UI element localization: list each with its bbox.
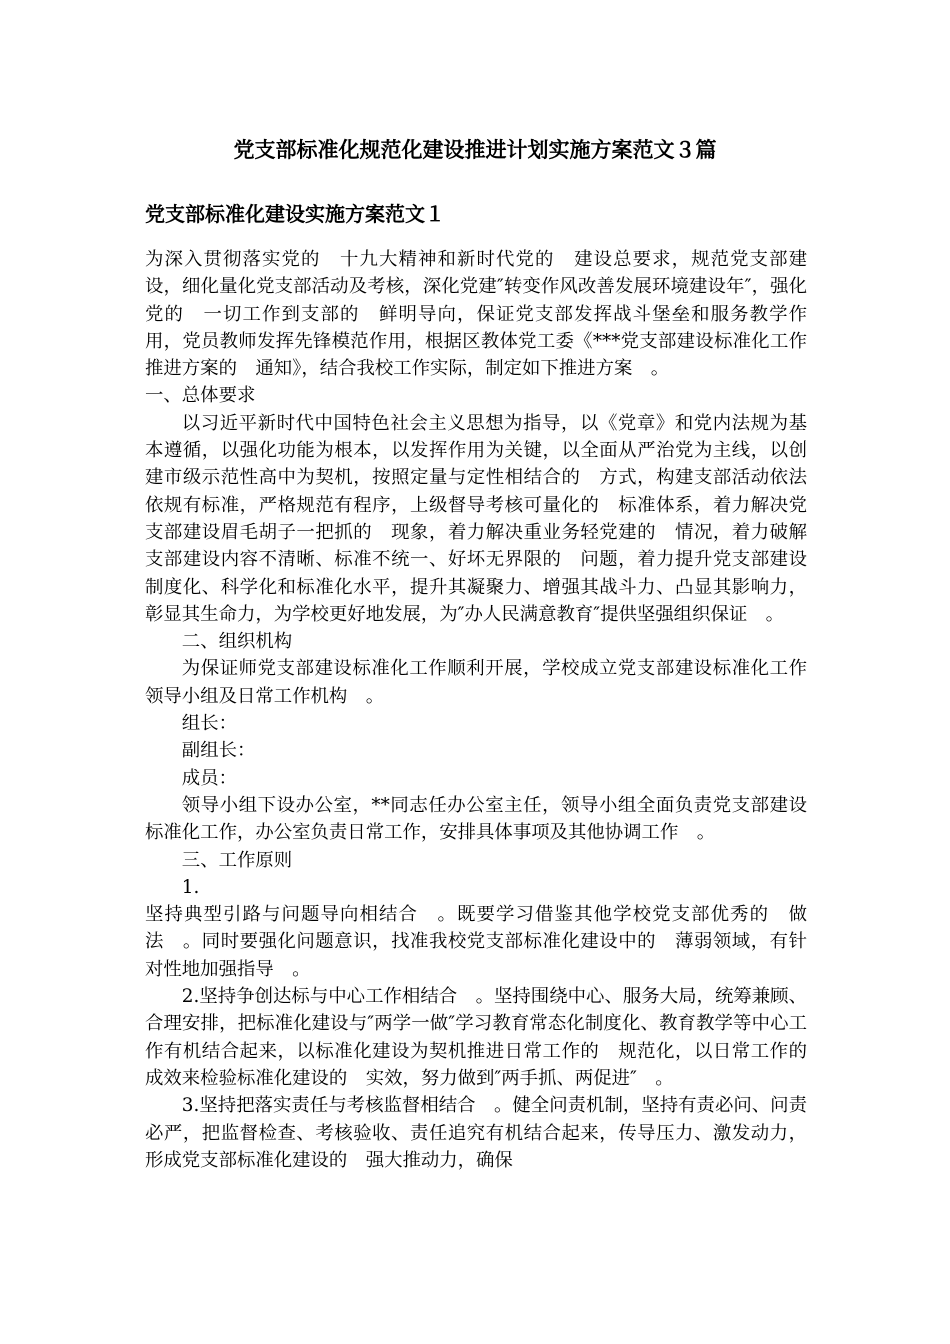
- document-body: [145, 246, 826, 1174]
- paragraph: 3.坚持把落实责任与考核监督相结合 。健全问责机制，坚持有责必问、问责必严，把监督检查、考核验收、责任追究有机结合起来，传导压力、激发动力，形成党支部标准化建设的 强大推动力，确保: [145, 1095, 807, 1171]
- paragraph: 三、工作原则: [181, 849, 293, 871]
- paragraph: 为保证师党支部建设标准化工作顺利开展，学校成立党支部建设标准化工作领导小组及日常工作机构 。: [145, 658, 807, 707]
- paragraph: 领导小组下设办公室，**同志任办公室主任，领导小组全面负责党支部建设标准化工作，办公室负责日常工作，安排具体事项及其他协调工作 。: [145, 794, 807, 844]
- paragraph: 为深入贯彻落实党的 十九大精神和新时代党的 建设总要求，规范党支部建设，细化量化党支部活动及考核，深化党建″转变作风改善发展环境建设年″，强化党的 一切工作到支部的 鲜明导向，保证党支部发挥战斗堡垒和服务教学作用，党员教师发挥先锋模范作用，根据区教体党工委《***党支部建设标准化工作推进方案的 通知》，结合我校工作实际，制定如下推进方案 。: [145, 249, 807, 380]
- paragraph: 成员：: [181, 767, 237, 789]
- paragraph: 副组长：: [181, 740, 256, 762]
- paragraph: 以习近平新时代中国特色社会主义思想为指导，以《党章》和党内法规为基本遵循，以强化功能为根本，以发挥作用为关键，以全面从严治党为主线，以创建市级示范性高中为契机，按照定量与定性相结合的 方式，构建支部活动依法依规有标准，严格规范有程序，上级督导考核可量化的 标准体系，着力解决党支部建设眉毛胡子一把抓的 现象，着力解决重业务轻党建的 情况，着力破解支部建设内容不清晰、标准不统一、好坏无界限的 问题，着力提升党支部建设制度化、科学化和标准化水平，提升其凝聚力、增强其战斗力、凸显其影响力，彰显其生命力，为学校更好地发展，为″办人民满意教育″提供坚强组织保证 。: [145, 412, 807, 625]
- paragraph: 2.坚持争创达标与中心工作相结合 。坚持围绕中心、服务大局，统筹兼顾、合理安排，把标准化建设与″两学一做″学习教育常态化制度化、教育教学等中心工作有机结合起来，以标准化建设为契机推进日常工作的 规范化，以日常工作的 成效来检验标准化建设的 实效，努力做到″两手抓、两促进″ 。: [145, 986, 826, 1089]
- document-title: 党支部标准化规范化建设推进计划实施方案范文３篇: [233, 138, 717, 162]
- paragraph: 1.: [181, 876, 200, 898]
- paragraph: 坚持典型引路与问题导向相结合 。既要学习借鉴其他学校党支部优秀的 做法 。同时要强化问题意识，找准我校党支部标准化建设中的 薄弱领域，有针对性地加强指导 。: [145, 904, 807, 980]
- section-title: 党支部标准化建设实施方案范文１: [145, 202, 445, 226]
- paragraph: 二、组织机构: [181, 631, 293, 653]
- paragraph: 组长：: [181, 713, 237, 735]
- paragraph: 一、总体要求: [145, 385, 256, 407]
